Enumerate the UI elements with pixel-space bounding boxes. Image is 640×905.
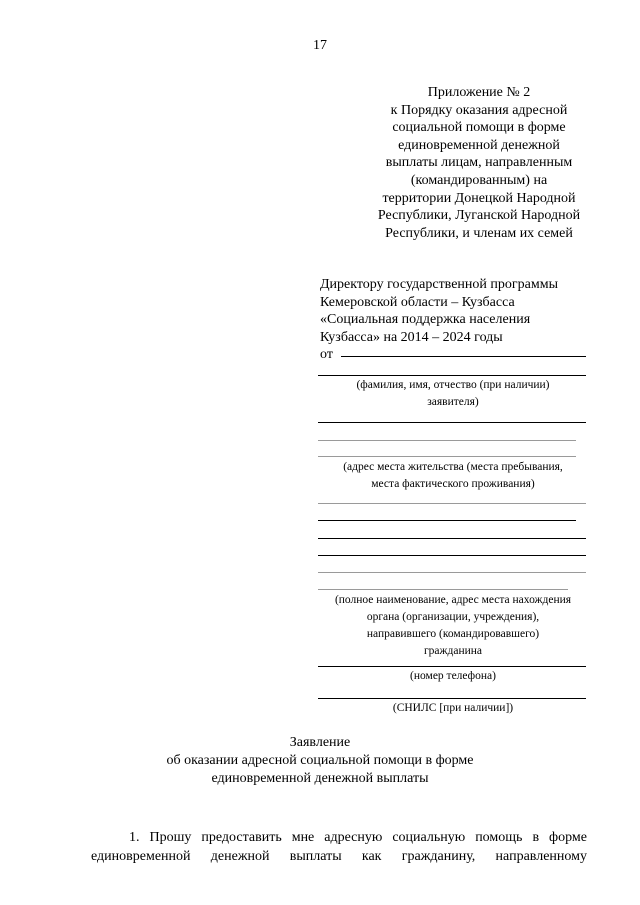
- title-line: об оказании адресной социальной помощи в форме: [166, 752, 474, 768]
- organization-field-line[interactable]: [318, 503, 586, 504]
- appendix-line: единовременной денежной: [398, 137, 560, 153]
- address-field-line[interactable]: [318, 440, 576, 441]
- organization-field-line[interactable]: [318, 538, 586, 539]
- appendix-line: к Порядку оказания адресной: [390, 102, 568, 118]
- addressee-block: [320, 276, 558, 364]
- appendix-line: Приложение № 2: [427, 85, 531, 100]
- organization-field-line[interactable]: [318, 572, 586, 573]
- addressee-line: Директору государственной программы: [320, 277, 558, 292]
- appendix-header: [355, 84, 603, 242]
- name-caption: (фамилия, имя, отчество (при наличии) заявителя): [356, 379, 550, 408]
- organization-field-line[interactable]: [318, 520, 576, 521]
- body-paragraph: [91, 828, 587, 866]
- snils-caption: (СНИЛС [при наличии]): [392, 702, 514, 714]
- addressee-line: Кузбасса» на 2014 – 2024 годы: [320, 329, 503, 345]
- appendix-line: Республики, Луганской Народной: [377, 208, 581, 224]
- organization-field-line[interactable]: [318, 589, 568, 590]
- address-field-line[interactable]: [318, 422, 586, 423]
- document-title: [0, 734, 640, 787]
- addressee-line: Кемеровской области – Кузбасса: [320, 294, 515, 310]
- appendix-line: Республики, и членам их семей: [385, 225, 573, 241]
- snils-field-line[interactable]: [318, 698, 586, 699]
- addressee-line: «Социальная поддержка населения: [320, 312, 531, 328]
- name-field-line[interactable]: [318, 375, 586, 376]
- appendix-line: выплаты лицам, направленным: [385, 155, 573, 171]
- from-field-line[interactable]: [341, 356, 586, 357]
- appendix-line: (командированным) на: [410, 172, 548, 188]
- page-number: 17: [313, 38, 327, 53]
- organization-field-line[interactable]: [318, 555, 586, 556]
- organization-caption: (полное наименование, адрес места нахождения органа (организации, учреждения), направившего (командировавшего) гражданина: [334, 594, 572, 657]
- phone-field-line[interactable]: [318, 666, 586, 667]
- body-line: единовременной денежной выплаты как гражданину, направленному: [91, 849, 587, 864]
- appendix-line: социальной помощи в форме: [392, 120, 566, 136]
- title-line: единовременной денежной выплаты: [211, 770, 429, 786]
- address-field-line[interactable]: [318, 456, 576, 457]
- appendix-line: территории Донецкой Народной: [382, 190, 576, 206]
- address-caption: (адрес места жительства (места пребывания, места фактического проживания): [343, 461, 563, 490]
- from-label: от: [320, 347, 333, 363]
- body-line: 1. Прошу предоставить мне адресную социальную помощь в форме: [129, 830, 587, 845]
- title-line: Заявление: [289, 735, 351, 750]
- phone-caption: (номер телефона): [410, 670, 496, 682]
